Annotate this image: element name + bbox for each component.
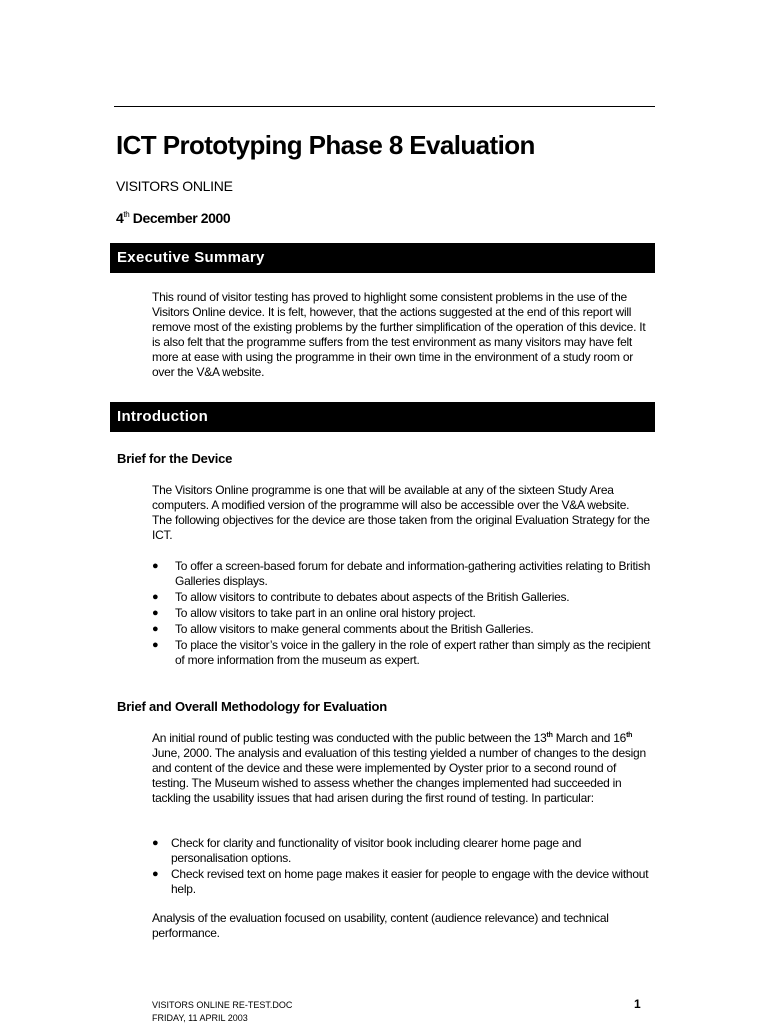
list-item: ● To allow visitors to take part in an online oral history project. <box>152 606 476 620</box>
executive-summary-heading: Executive Summary <box>110 243 655 273</box>
list-item: ● Check for clarity and functionality of visitor book including clearer home page and personalisation options. <box>152 836 582 865</box>
footer-date: FRIDAY, 11 APRIL 2003 <box>152 1013 248 1023</box>
bullet-icon: ● <box>152 837 159 849</box>
brief-device-heading: Brief for the Device <box>117 451 233 466</box>
analysis-text: Analysis of the evaluation focused on usability, content (audience relevance) and technical performance. <box>152 911 609 940</box>
list-item: ● Check revised text on home page makes it easier for people to engage with the device without help. <box>152 867 649 896</box>
bullet-icon: ● <box>152 607 159 619</box>
methodology-checks-list <box>152 836 652 898</box>
list-item: ● To allow visitors to make general comments about the British Galleries. <box>152 622 534 636</box>
methodology-text: An initial round of public testing was conducted with the public between the 13th March and 16th June, 2000. The analysis and evaluation of this testing yielded a number of changes to the design and content of the device and these were implemented by Oyster prior to a second round of testing. The Museum wished to assess whether the changes implemented had succeeded in tackling the usability issues that had arisen during the first round of testing. In particular: <box>152 731 646 805</box>
brief-device-text: The Visitors Online programme is one that will be available at any of the sixteen Study Area computers. A modified version of the programme will also be accessible over the V&A website. The following objectives for the device are those taken from the original Evaluation Strategy for the ICT. <box>152 483 650 542</box>
bullet-icon: ● <box>152 560 159 572</box>
objectives-list <box>152 559 652 669</box>
list-item: ● To place the visitor’s voice in the gallery in the role of expert rather than simply as the recipient of more information from the museum as expert. <box>152 638 651 667</box>
top-rule <box>114 106 655 107</box>
list-item: ● To offer a screen-based forum for debate and information-gathering activities relating to British Galleries displays. <box>152 559 651 588</box>
bullet-icon: ● <box>152 639 159 651</box>
introduction-heading: Introduction <box>110 402 655 432</box>
bullet-icon: ● <box>152 868 159 880</box>
footer-filename: VISITORS ONLINE RE-TEST.DOC <box>152 1000 293 1010</box>
executive-summary-text: This round of visitor testing has proved to highlight some consistent problems in the use of the Visitors Online device. It is felt, however, that the actions suggested at the end of this report will remove most of the existing problems by the further simplification of the operation of this device. It is also felt that the programme suffers from the test environment as many visitors may have felt more at ease with using the programme in their own time in the environment of a study room or over the V&A website. <box>152 290 646 379</box>
methodology-heading: Brief and Overall Methodology for Evaluation <box>117 699 388 714</box>
document-title: ICT Prototyping Phase 8 Evaluation <box>116 130 535 160</box>
bullet-icon: ● <box>152 623 159 635</box>
bullet-icon: ● <box>152 591 159 603</box>
document-subtitle: VISITORS ONLINE <box>116 178 233 194</box>
page-number: 1 <box>634 997 641 1011</box>
document-date: 4th December 2000 <box>116 210 231 226</box>
list-item: ● To allow visitors to contribute to debates about aspects of the British Galleries. <box>152 590 570 604</box>
